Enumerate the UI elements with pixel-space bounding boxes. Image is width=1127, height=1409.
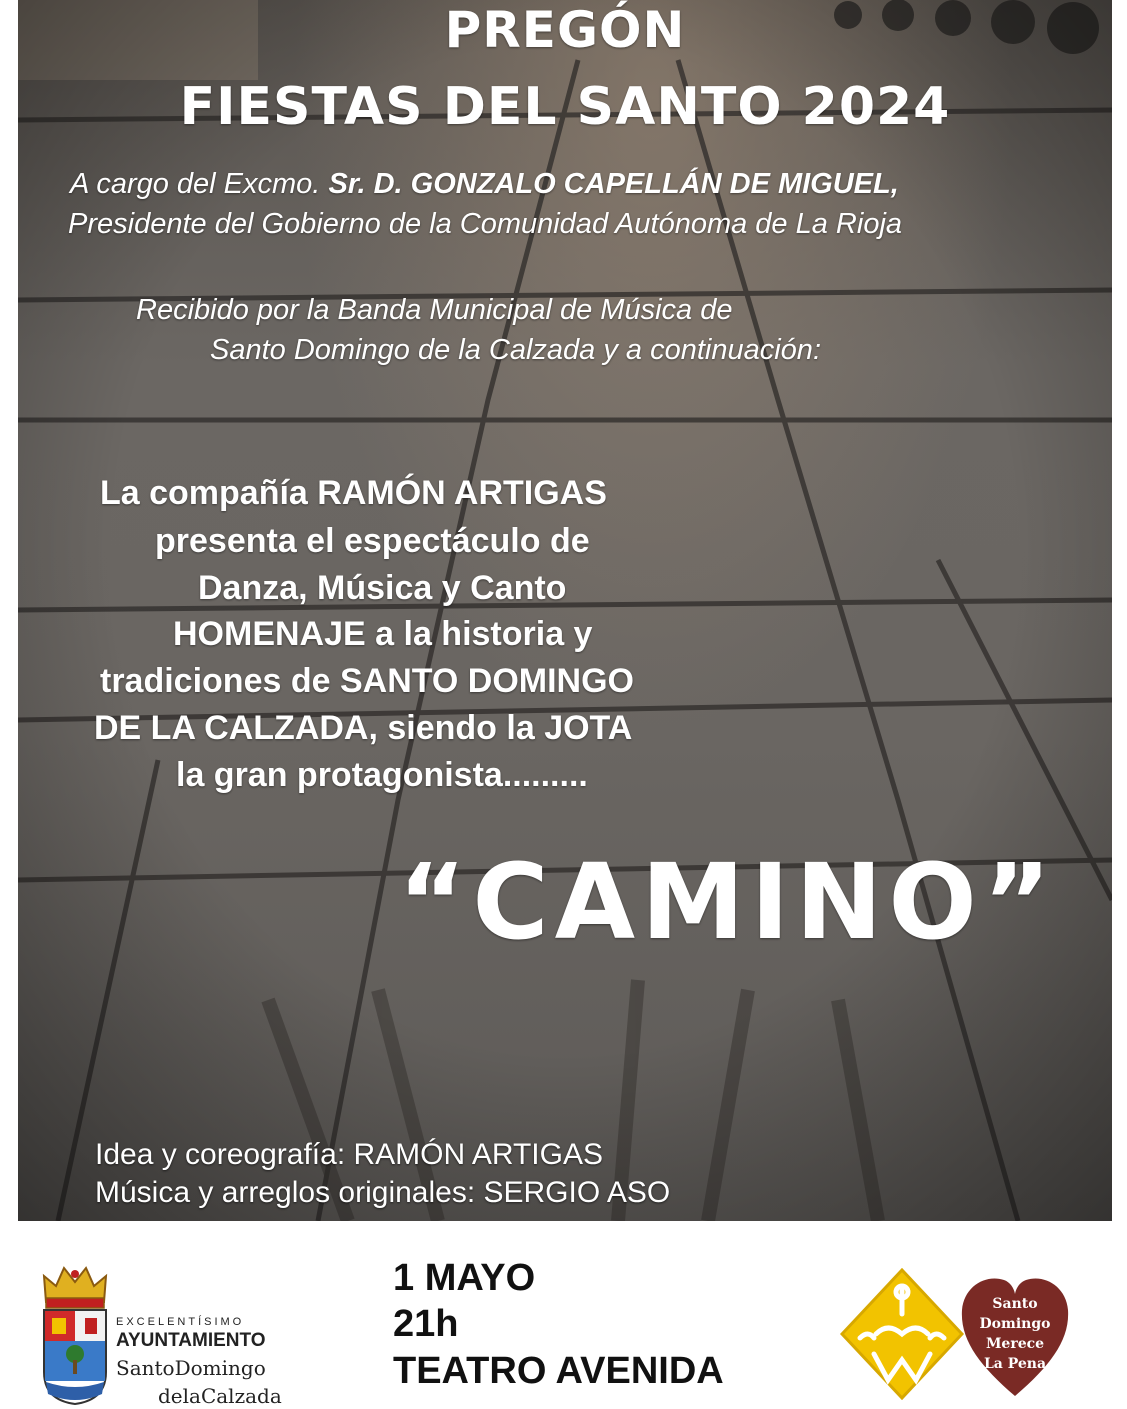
show-line-5: tradiciones de SANTO DOMINGO bbox=[100, 662, 635, 700]
credit-idea: Idea y coreografía: RAMÓN ARTIGAS bbox=[95, 1138, 603, 1171]
show-line-3: Danza, Música y Canto bbox=[198, 569, 567, 607]
intro-line-3: Recibido por la Banda Municipal de Música de bbox=[136, 294, 733, 326]
show-title-camino: “CAMINO” bbox=[398, 841, 1058, 963]
event-date: 1 MAYO bbox=[393, 1257, 536, 1299]
heart-label-3: Merece bbox=[985, 1336, 1045, 1352]
intro-prefix: A cargo del Excmo. bbox=[70, 168, 329, 200]
show-line-7: la gran protagonista......... bbox=[176, 756, 588, 794]
intro-line-1 bbox=[70, 166, 899, 202]
ayuntamiento-label-3: SantoDomingo bbox=[116, 1356, 266, 1380]
coat-of-arms-icon bbox=[38, 1262, 112, 1406]
heart-label-2: Domingo bbox=[979, 1316, 1051, 1332]
credit-music: Música y arreglos originales: SERGIO ASO bbox=[95, 1176, 671, 1209]
show-line-1: La compañía RAMÓN ARTIGAS bbox=[100, 474, 607, 512]
poster-photo bbox=[18, 0, 1112, 1221]
intro-line-2: Presidente del Gobierno de la Comunidad Autónoma de La Rioja bbox=[68, 208, 903, 240]
ayuntamiento-label-2: AYUNTAMIENTO bbox=[116, 1330, 266, 1351]
title-pregon: PREGÓN bbox=[444, 1, 686, 59]
show-line-2: presenta el espectáculo de bbox=[155, 522, 590, 560]
intro-name: Sr. D. GONZALO CAPELLÁN DE MIGUEL, bbox=[328, 168, 899, 200]
heart-label-4: La Pena bbox=[983, 1356, 1047, 1372]
intro-line-4: Santo Domingo de la Calzada y a continuación: bbox=[210, 334, 821, 366]
show-line-4: HOMENAJE a la historia y bbox=[173, 615, 593, 653]
ayuntamiento-label-4: delaCalzada bbox=[158, 1384, 282, 1408]
ayuntamiento-label-1: EXCELENTÍSIMO bbox=[116, 1316, 245, 1328]
event-venue: TEATRO AVENIDA bbox=[393, 1350, 724, 1392]
show-line-6: DE LA CALZADA, siendo la JOTA bbox=[94, 709, 633, 747]
event-time: 21h bbox=[393, 1303, 459, 1345]
heart-label-1: Santo bbox=[992, 1296, 1038, 1312]
title-fiestas: FIESTAS DEL SANTO 2024 bbox=[179, 77, 951, 137]
festival-diamond-emblem-icon bbox=[840, 1268, 964, 1400]
